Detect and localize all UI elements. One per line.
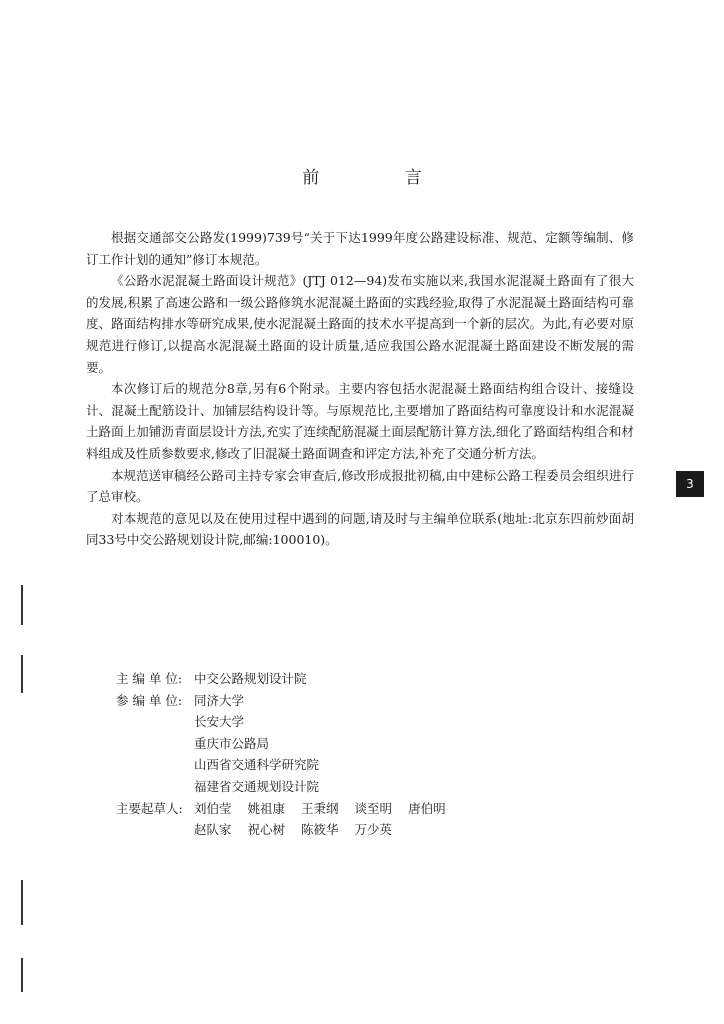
drafters-list [194,798,462,841]
scan-margin-mark [21,585,23,625]
preface-body [86,227,634,551]
drafter-name: 谈至明 [354,800,393,816]
drafters-line [194,819,462,841]
drafters-label: 主要起草人: [116,800,183,816]
participant-unit: 山西省交通科学研究院 [194,757,320,773]
participant-unit: 同济大学 [194,692,245,708]
chief-unit-value: 中交公路规划设计院 [194,671,307,686]
page-title: 前 言 [302,168,462,188]
scan-margin-mark [21,958,23,992]
drafter-name: 刘伯莹 [194,800,232,816]
paragraph: 本规范送审稿经公路司主持专家会审查后,修改形成报批初稿,由中建标公路工程委员会组织进行了总审校。 [86,467,634,505]
participant-unit: 长安大学 [194,714,245,730]
participant-unit: 福建省交通规划设计院 [194,778,320,794]
scan-margin-mark [21,880,23,925]
scan-margin-mark [21,655,23,693]
drafter-name: 祝心树 [247,822,286,838]
participant-units-label: 参 编 单 位: [116,692,183,708]
participant-units-list [194,690,319,798]
participant-units-row [116,690,462,798]
drafter-name: 唐伯明 [408,800,446,816]
drafter-name: 姚祖康 [247,800,286,816]
drafter-name: 王秉纲 [301,800,339,816]
page-number-tab: 3 [676,471,704,497]
drafter-name: 赵队家 [194,822,232,838]
chief-unit-label: 主 编 单 位: [116,671,183,686]
participant-unit: 重庆市公路局 [194,735,270,751]
drafters-row [116,798,462,841]
paragraph: 本次修订后的规范分8章,另有6个附录。主要内容包括水泥混凝土路面结构组合设计、接缝设计、混凝土配筋设计、加铺层结构设计等。与原规范比,主要增加了路面结构可靠度设计和水泥混凝土路面上加铺沥青面层设计方法,充实了连续配筋混凝土面层配筋计算方法,细化了路面结构组合和材料组成及性质参数要求,修改了旧混凝土路面调查和评定方法,补充了交通分析方法。 [86,381,634,461]
drafters-line [194,798,462,820]
paragraph: 《公路水泥混凝土路面设计规范》(JTJ 012—94)发布实施以来,我国水泥混凝土路面有了很大的发展,积累了高速公路和一级公路修筑水泥混凝土路面的实践经验,取得了水泥混凝土路面结构可靠度、路面结构排水等研究成果,使水泥混凝土路面的技术水平提高到一个新的层次。为此,有必要对原规范进行修订,以提高水泥混凝土路面的设计质量,适应我国公路水泥混凝土路面建设不断发展的需要。 [86,273,634,375]
drafter-name: 万少英 [354,822,393,838]
paragraph: 根据交通部交公路发(1999)739号“关于下达1999年度公路建设标准、规范、定额等编制、修订工作计划的通知”修订本规范。 [86,230,634,267]
credits-section [116,668,462,841]
paragraph: 对本规范的意见以及在使用过程中遇到的问题,请及时与主编单位联系(地址:北京东四前炒面胡同33号中交公路规划设计院,邮编:100010)。 [86,510,634,548]
drafter-name: 陈筱华 [301,822,339,838]
chief-unit-row [116,668,462,690]
